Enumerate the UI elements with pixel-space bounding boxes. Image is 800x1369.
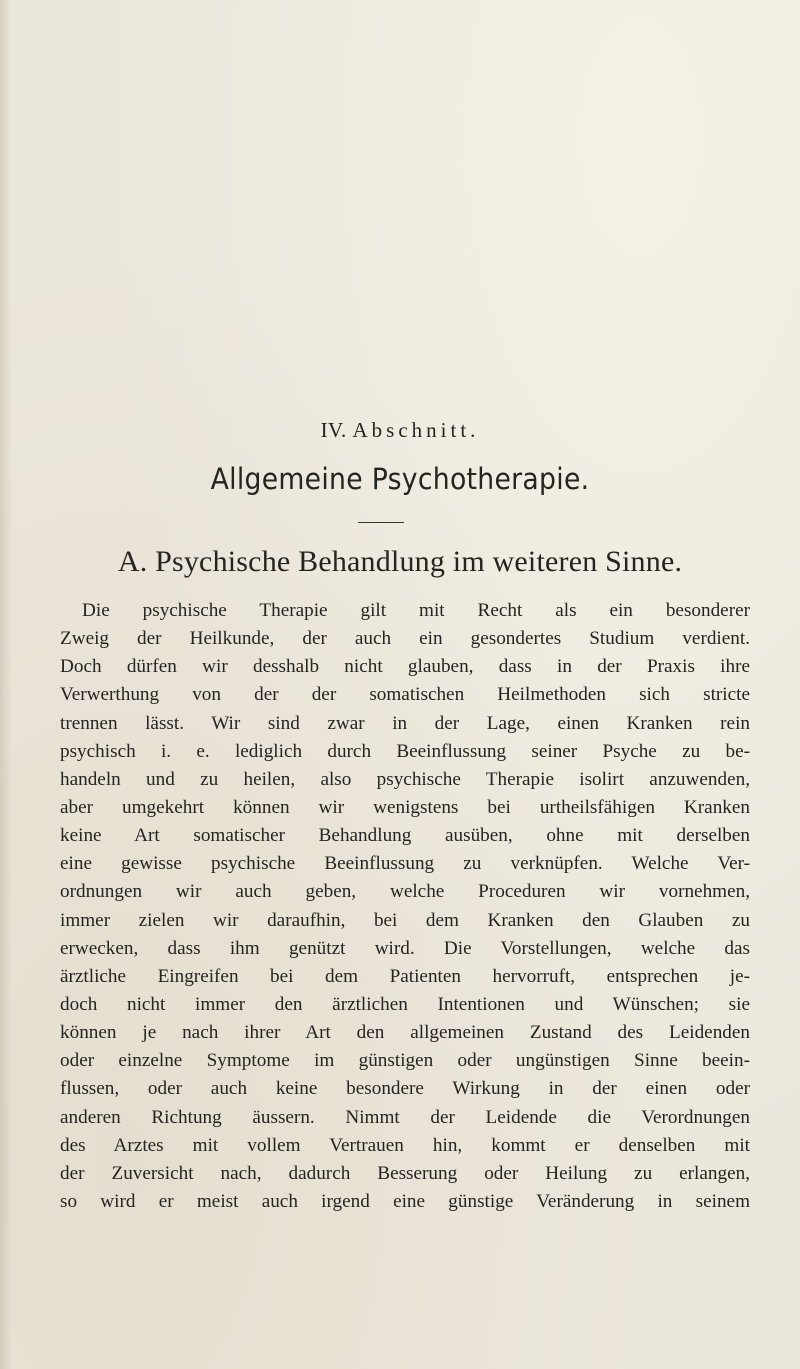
text-line: Zweig der Heilkunde, der auch ein gesondertes Studium verdient.	[60, 628, 750, 650]
text-line: des Arztes mit vollem Vertrauen hin, kommt er denselben mit	[60, 1134, 750, 1156]
text-line: handeln und zu heilen, also psychische Therapie isolirt anzuwenden,	[60, 768, 750, 790]
text-line: so wird er meist auch irgend eine günstige Veränderung in seinem	[60, 1190, 750, 1212]
section-word: Abschnitt.	[352, 418, 480, 442]
text-line: ordnungen wir auch geben, welche Proceduren wir vornehmen,	[60, 881, 750, 903]
text-line: ärztliche Eingreifen bei dem Patienten hervorruft, entsprechen je-	[60, 965, 750, 987]
text-line: flussen, oder auch keine besondere Wirkung in der einen oder	[60, 1078, 750, 1100]
text-line: immer zielen wir daraufhin, bei dem Kranken den Glauben zu	[60, 909, 750, 931]
page-edge-shadow	[0, 0, 12, 1369]
text-line: anderen Richtung äussern. Nimmt der Leidende die Verordnungen	[60, 1106, 750, 1128]
text-line: Die psychische Therapie gilt mit Recht als ein besonderer	[82, 600, 750, 621]
title-divider	[358, 522, 404, 523]
section-number: IV.	[320, 418, 347, 442]
section-label	[0, 418, 800, 443]
text-line: Doch dürfen wir desshalb nicht glauben, dass in der Praxis ihre	[60, 656, 750, 678]
text-line: eine gewisse psychische Beeinflussung zu verknüpfen. Welche Ver-	[60, 853, 750, 875]
text-line: doch nicht immer den ärztlichen Intentionen und Wünschen; sie	[60, 993, 750, 1015]
text-line: trennen lässt. Wir sind zwar in der Lage, einen Kranken rein	[60, 712, 750, 734]
text-line: oder einzelne Symptome im günstigen oder ungünstigen Sinne beein-	[60, 1050, 750, 1072]
text-line: der Zuversicht nach, dadurch Besserung oder Heilung zu erlangen,	[60, 1162, 750, 1184]
text-line: können je nach ihrer Art den allgemeinen Zustand des Leidenden	[60, 1022, 750, 1044]
text-line: psychisch i. e. lediglich durch Beeinflussung seiner Psyche zu be-	[60, 740, 750, 762]
section-subtitle: A. Psychische Behandlung im weiteren Sinne.	[117, 545, 683, 578]
text-line: Verwerthung von der der somatischen Heilmethoden sich stricte	[60, 684, 750, 706]
text-line: erwecken, dass ihm genützt wird. Die Vorstellungen, welche das	[60, 937, 750, 959]
text-line: keine Art somatischer Behandlung ausüben, ohne mit derselben	[60, 825, 750, 847]
text-line: aber umgekehrt können wir wenigstens bei urtheilsfähigen Kranken	[60, 796, 750, 818]
body-paragraph	[60, 597, 750, 1216]
page-title: Allgemeine Psychotherapie.	[210, 462, 590, 496]
